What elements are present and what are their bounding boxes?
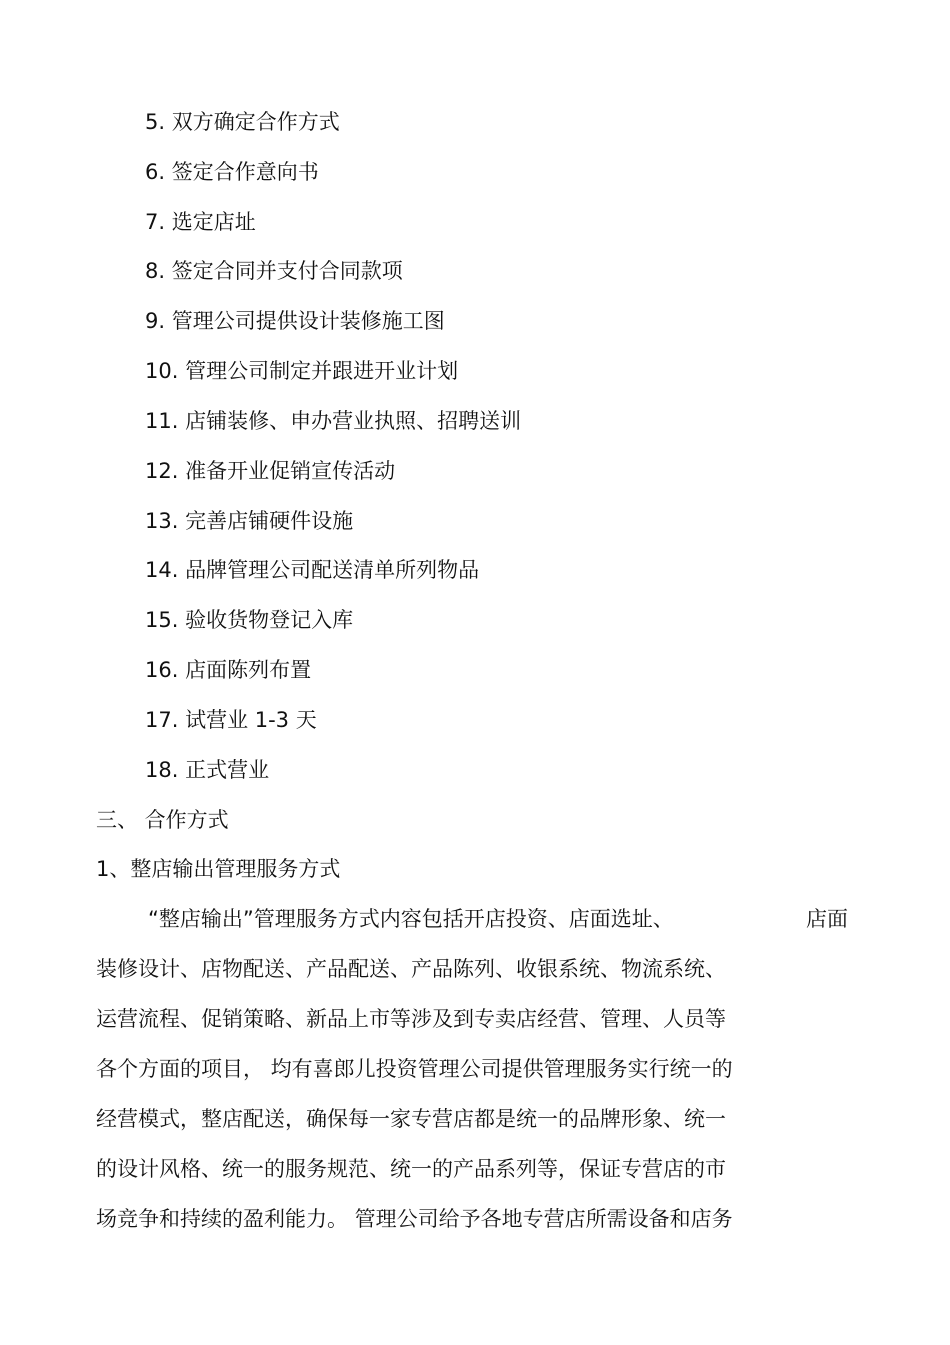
step-8: 8. 签定合同并支付合同款项 — [145, 259, 403, 283]
step-13: 13. 完善店铺硬件设施 — [145, 509, 354, 533]
paragraph-line-5: 经营模式，整店配送，确保每一家专营店都是统一的品牌形象、统一 — [96, 1107, 726, 1131]
step-11: 11. 店铺装修、申办营业执照、招聘送训 — [145, 409, 522, 433]
paragraph-line-3: 运营流程、促销策略、新品上市等涉及到专卖店经营、管理、人员等 — [96, 1007, 726, 1031]
step-15: 15. 验收货物登记入库 — [145, 608, 354, 632]
paragraph-line-1-tail: 店面 — [806, 907, 848, 931]
step-14: 14. 品牌管理公司配送清单所列物品 — [145, 558, 480, 582]
step-7: 7. 选定店址 — [145, 210, 256, 234]
step-12: 12. 准备开业促销宣传活动 — [145, 459, 396, 483]
step-16: 16. 店面陈列布置 — [145, 658, 312, 682]
section-heading: 三、 合作方式 — [96, 808, 229, 832]
step-10: 10. 管理公司制定并跟进开业计划 — [145, 359, 459, 383]
paragraph-line-7: 场竞争和持续的盈利能力。 管理公司给予各地专营店所需设备和店务 — [96, 1207, 733, 1231]
paragraph-line-1: “整店输出”管理服务方式内容包括开店投资、店面选址、 — [148, 907, 674, 931]
section-subheading: 1、整店输出管理服务方式 — [96, 857, 341, 881]
paragraph-line-6: 的设计风格、统一的服务规范、统一的产品系列等，保证专营店的市 — [96, 1157, 726, 1181]
step-18: 18. 正式营业 — [145, 758, 270, 782]
step-5: 5. 双方确定合作方式 — [145, 110, 340, 134]
paragraph-line-2: 装修设计、店物配送、产品配送、产品陈列、收银系统、物流系统、 — [96, 957, 726, 981]
paragraph-line-4: 各个方面的项目， 均有喜郎儿投资管理公司提供管理服务实行统一的 — [96, 1057, 733, 1081]
step-9: 9. 管理公司提供设计装修施工图 — [145, 309, 445, 333]
step-17: 17. 试营业 1-3 天 — [145, 708, 317, 732]
step-6: 6. 签定合作意向书 — [145, 160, 319, 184]
